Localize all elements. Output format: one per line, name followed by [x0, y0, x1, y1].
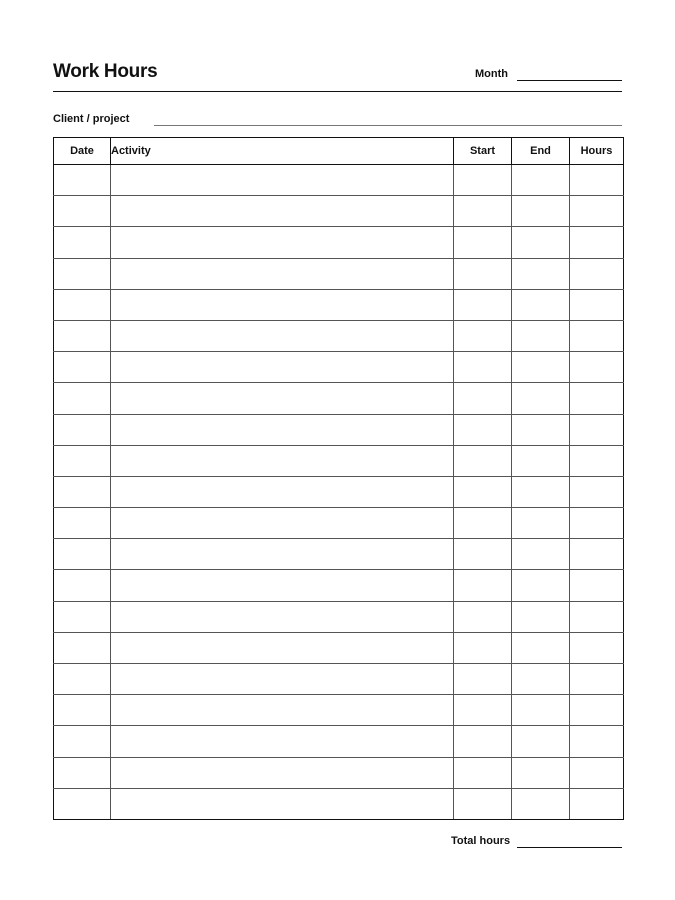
column-header-end: End [512, 138, 570, 165]
end-cell[interactable] [512, 601, 570, 632]
hours-cell[interactable] [570, 352, 624, 383]
activity-cell[interactable] [111, 632, 454, 663]
start-cell[interactable] [454, 632, 512, 663]
date-cell[interactable] [54, 757, 111, 788]
month-field [475, 67, 622, 83]
activity-cell[interactable] [111, 258, 454, 289]
activity-cell[interactable] [111, 352, 454, 383]
total-hours-blank-line[interactable] [517, 847, 622, 848]
activity-cell[interactable] [111, 570, 454, 601]
activity-cell[interactable] [111, 445, 454, 476]
end-cell[interactable] [512, 632, 570, 663]
table-row [54, 289, 624, 320]
column-header-start: Start [454, 138, 512, 165]
start-cell[interactable] [454, 445, 512, 476]
date-cell[interactable] [54, 539, 111, 570]
date-cell[interactable] [54, 320, 111, 351]
end-cell[interactable] [512, 227, 570, 258]
hours-cell[interactable] [570, 788, 624, 819]
table-row [54, 726, 624, 757]
activity-cell[interactable] [111, 726, 454, 757]
hours-cell[interactable] [570, 383, 624, 414]
end-cell[interactable] [512, 664, 570, 695]
activity-cell[interactable] [111, 383, 454, 414]
table-row [54, 227, 624, 258]
hours-cell[interactable] [570, 445, 624, 476]
hours-cell[interactable] [570, 289, 624, 320]
table-row [54, 352, 624, 383]
hours-cell[interactable] [570, 165, 624, 196]
date-cell[interactable] [54, 414, 111, 445]
end-cell[interactable] [512, 258, 570, 289]
month-label: Month [475, 68, 508, 80]
activity-cell[interactable] [111, 227, 454, 258]
end-cell[interactable] [512, 196, 570, 227]
start-cell[interactable] [454, 570, 512, 601]
end-cell[interactable] [512, 445, 570, 476]
end-cell[interactable] [512, 289, 570, 320]
start-cell[interactable] [454, 664, 512, 695]
table-row [54, 414, 624, 445]
activity-cell[interactable] [111, 757, 454, 788]
date-cell[interactable] [54, 476, 111, 507]
date-cell[interactable] [54, 196, 111, 227]
end-cell[interactable] [512, 508, 570, 539]
table-row [54, 165, 624, 196]
start-cell[interactable] [454, 258, 512, 289]
table-row [54, 757, 624, 788]
table-row [54, 570, 624, 601]
table-row [54, 445, 624, 476]
start-cell[interactable] [454, 508, 512, 539]
activity-cell[interactable] [111, 476, 454, 507]
column-header-activity: Activity [111, 138, 454, 165]
hours-cell[interactable] [570, 508, 624, 539]
date-cell[interactable] [54, 383, 111, 414]
end-cell[interactable] [512, 352, 570, 383]
activity-cell[interactable] [111, 601, 454, 632]
end-cell[interactable] [512, 476, 570, 507]
hours-cell[interactable] [570, 570, 624, 601]
activity-cell[interactable] [111, 508, 454, 539]
date-cell[interactable] [54, 570, 111, 601]
table-row [54, 476, 624, 507]
date-cell[interactable] [54, 227, 111, 258]
end-cell[interactable] [512, 539, 570, 570]
date-cell[interactable] [54, 601, 111, 632]
activity-cell[interactable] [111, 788, 454, 819]
activity-cell[interactable] [111, 539, 454, 570]
end-cell[interactable] [512, 320, 570, 351]
hours-cell[interactable] [570, 632, 624, 663]
total-hours-label: Total hours [451, 835, 511, 847]
hours-cell[interactable] [570, 414, 624, 445]
end-cell[interactable] [512, 570, 570, 601]
date-cell[interactable] [54, 258, 111, 289]
start-cell[interactable] [454, 196, 512, 227]
hours-cell[interactable] [570, 320, 624, 351]
activity-cell[interactable] [111, 289, 454, 320]
hours-cell[interactable] [570, 258, 624, 289]
start-cell[interactable] [454, 165, 512, 196]
end-cell[interactable] [512, 383, 570, 414]
column-header-date: Date [54, 138, 111, 165]
start-cell[interactable] [454, 757, 512, 788]
start-cell[interactable] [454, 352, 512, 383]
table-row [54, 258, 624, 289]
hours-cell[interactable] [570, 227, 624, 258]
hours-cell[interactable] [570, 196, 624, 227]
client-project-label: Client / project [53, 113, 130, 125]
table-row [54, 664, 624, 695]
end-cell[interactable] [512, 788, 570, 819]
hours-cell[interactable] [570, 726, 624, 757]
header-divider [53, 91, 622, 92]
hours-cell[interactable] [570, 664, 624, 695]
table-header-row [54, 138, 624, 165]
date-cell[interactable] [54, 352, 111, 383]
start-cell[interactable] [454, 227, 512, 258]
start-cell[interactable] [454, 414, 512, 445]
work-hours-table [53, 137, 624, 820]
activity-cell[interactable] [111, 196, 454, 227]
table-body [54, 165, 624, 820]
table-row [54, 695, 624, 726]
end-cell[interactable] [512, 414, 570, 445]
start-cell[interactable] [454, 383, 512, 414]
page-title: Work Hours [53, 61, 158, 82]
start-cell[interactable] [454, 289, 512, 320]
hours-cell[interactable] [570, 757, 624, 788]
table-row [54, 788, 624, 819]
hours-cell[interactable] [570, 695, 624, 726]
end-cell[interactable] [512, 726, 570, 757]
date-cell[interactable] [54, 695, 111, 726]
table-row [54, 320, 624, 351]
date-cell[interactable] [54, 289, 111, 320]
activity-cell[interactable] [111, 165, 454, 196]
end-cell[interactable] [512, 757, 570, 788]
date-cell[interactable] [54, 664, 111, 695]
month-blank-line[interactable] [517, 80, 622, 81]
activity-cell[interactable] [111, 664, 454, 695]
table-row [54, 601, 624, 632]
start-cell[interactable] [454, 695, 512, 726]
table-row [54, 383, 624, 414]
table-row [54, 508, 624, 539]
date-cell[interactable] [54, 726, 111, 757]
date-cell[interactable] [54, 445, 111, 476]
start-cell[interactable] [454, 726, 512, 757]
column-header-hours: Hours [570, 138, 624, 165]
activity-cell[interactable] [111, 320, 454, 351]
start-cell[interactable] [454, 320, 512, 351]
date-cell[interactable] [54, 788, 111, 819]
start-cell[interactable] [454, 539, 512, 570]
table-row [54, 196, 624, 227]
end-cell[interactable] [512, 165, 570, 196]
hours-cell[interactable] [570, 476, 624, 507]
date-cell[interactable] [54, 508, 111, 539]
date-cell[interactable] [54, 632, 111, 663]
activity-cell[interactable] [111, 695, 454, 726]
start-cell[interactable] [454, 476, 512, 507]
total-hours-field [451, 834, 622, 850]
end-cell[interactable] [512, 695, 570, 726]
table-row [54, 632, 624, 663]
hours-cell[interactable] [570, 539, 624, 570]
hours-cell[interactable] [570, 601, 624, 632]
date-cell[interactable] [54, 165, 111, 196]
table-row [54, 539, 624, 570]
client-project-blank-line[interactable] [154, 125, 622, 126]
start-cell[interactable] [454, 601, 512, 632]
start-cell[interactable] [454, 788, 512, 819]
activity-cell[interactable] [111, 414, 454, 445]
